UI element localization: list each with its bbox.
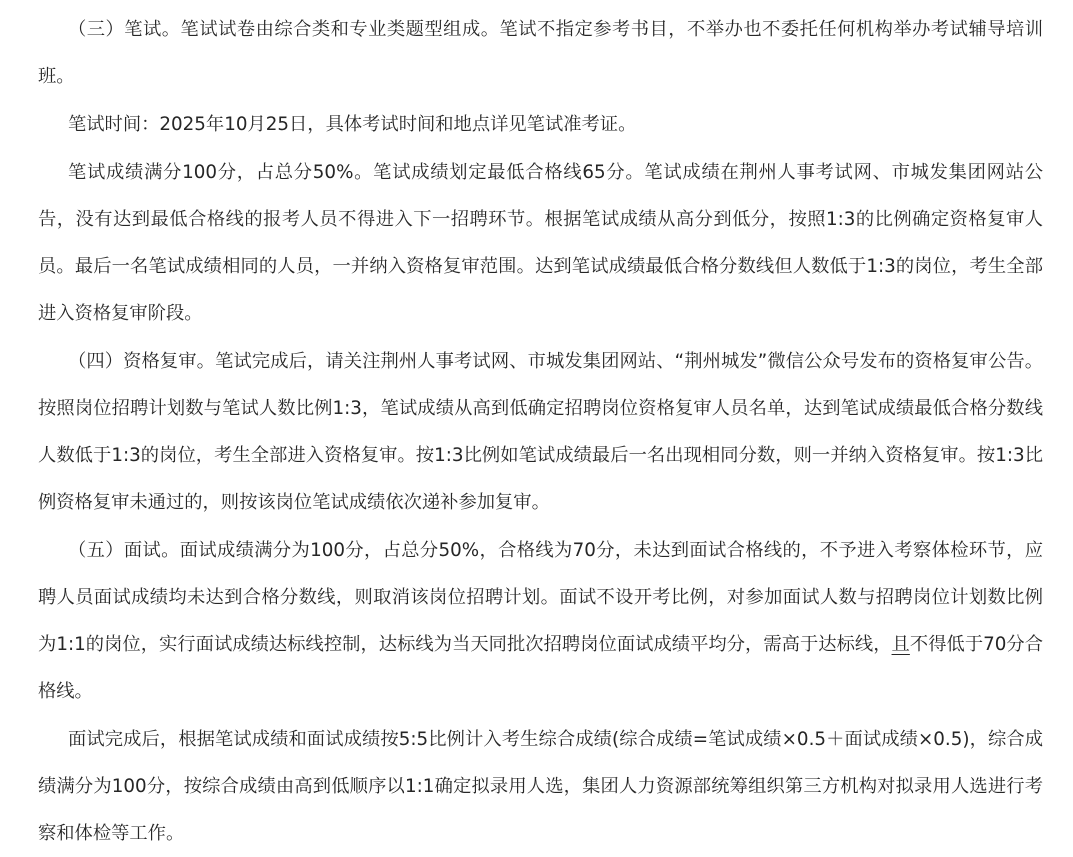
paragraph-written-exam-time: 笔试时间：2025年10月25日，具体考试时间和地点详见笔试准考证。 — [68, 114, 637, 135]
interview-underlined-word: 且 — [891, 634, 910, 655]
paragraph-interview — [38, 527, 1043, 715]
paragraph-qualification-review: （四）资格复审。笔试完成后，请关注荆州人事考试网、市城发集团网站、“荆州城发”微信公众号发布的资格复审公告。按照岗位招聘计划数与笔试人数比例1:3，笔试成绩从高到低确定招聘岗位资格复审人员名单，达到笔试成绩最低合格分数线人数低于1:3的岗位，考生全部进入资格复审。按1:3比例如笔试成绩最后一名出现相同分数，则一并纳入资格复审。按1:3比例资格复审未通过的，则按该岗位笔试成绩依次递补参加复审。 — [38, 351, 1043, 513]
paragraph-written-exam-score: 笔试成绩满分100分，占总分50%。笔试成绩划定最低合格线65分。笔试成绩在荆州人事考试网、市城发集团网站公告，没有达到最低合格线的报考人员不得进入下一招聘环节。根据笔试成绩从高分到低分，按照1:3的比例确定资格复审人员。最后一名笔试成绩相同的人员，一并纳入资格复审范围。达到笔试成绩最低合格分数线但人数低于1:3的岗位，考生全部进入资格复审阶段。 — [38, 162, 1043, 324]
paragraph-written-exam: （三）笔试。笔试试卷由综合类和专业类题型组成。笔试不指定参考书目，不举办也不委托任何机构举办考试辅导培训班。 — [38, 19, 1043, 87]
paragraph-composite-score: 面试完成后，根据笔试成绩和面试成绩按5:5比例计入考生综合成绩(综合成绩=笔试成绩×0.5＋面试成绩×0.5)，综合成绩满分为100分，按综合成绩由高到低顺序以1:1确定拟录用人选，集团人力资源部统筹组织第三方机构对拟录用人选进行考察和体检等工作。 — [38, 729, 1043, 844]
interview-text-part-1: （五）面试。面试成绩满分为100分，占总分50%，合格线为70分，未达到面试合格线的，不予进入考察体检环节，应聘人员面试成绩均未达到合格分数线，则取消该岗位招聘计划。面试不设开考比例，对参加面试人数与招聘岗位计划数比例为1:1的岗位，实行面试成绩达标线控制，达标线为当天同批次招聘岗位面试成绩平均分，需高于达标线， — [38, 540, 1043, 655]
interview-text-part-2: 不得低于70分合格线。 — [38, 634, 1044, 702]
